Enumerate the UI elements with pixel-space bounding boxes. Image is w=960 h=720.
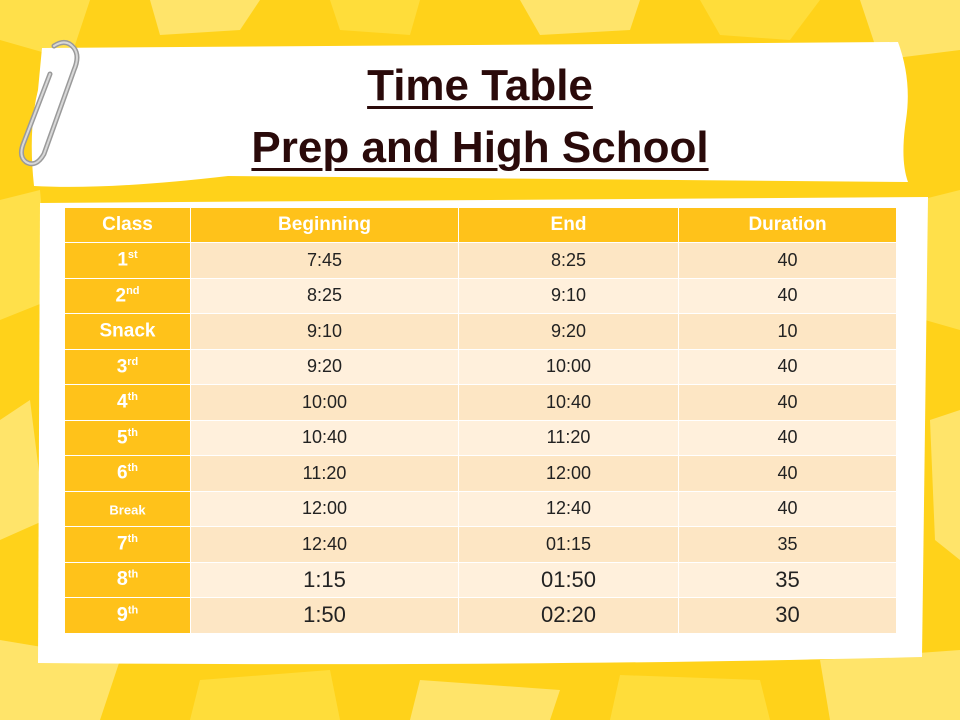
class-cell: 7th <box>65 527 191 563</box>
table-row <box>65 491 897 527</box>
title-line-2: Prep and High School <box>251 123 709 172</box>
header-class: Class <box>65 208 191 243</box>
class-cell: 6th <box>65 456 191 492</box>
end-cell: 11:20 <box>459 420 679 456</box>
page-title <box>0 55 960 179</box>
class-cell: 1st <box>65 243 191 279</box>
table-row <box>65 349 897 385</box>
class-cell: 2nd <box>65 278 191 314</box>
class-cell: 5th <box>65 420 191 456</box>
table-row <box>65 243 897 279</box>
table-header-row <box>65 208 897 243</box>
duration-cell: 40 <box>679 385 897 421</box>
class-cell: Snack <box>65 314 191 350</box>
begin-cell: 10:00 <box>191 385 459 421</box>
class-cell: Break <box>65 491 191 527</box>
class-cell: 4th <box>65 385 191 421</box>
table-row <box>65 598 897 634</box>
begin-cell: 7:45 <box>191 243 459 279</box>
end-cell: 10:00 <box>459 349 679 385</box>
duration-cell: 40 <box>679 349 897 385</box>
class-cell: 8th <box>65 562 191 598</box>
duration-cell: 30 <box>679 598 897 634</box>
class-cell: 3rd <box>65 349 191 385</box>
end-cell: 8:25 <box>459 243 679 279</box>
end-cell: 01:50 <box>459 562 679 598</box>
end-cell: 9:10 <box>459 278 679 314</box>
duration-cell: 10 <box>679 314 897 350</box>
duration-cell: 40 <box>679 243 897 279</box>
table-row <box>65 456 897 492</box>
class-cell: 9th <box>65 598 191 634</box>
timetable <box>64 207 897 634</box>
end-cell: 02:20 <box>459 598 679 634</box>
title-line-1: Time Table <box>367 61 593 110</box>
begin-cell: 11:20 <box>191 456 459 492</box>
begin-cell: 12:40 <box>191 527 459 563</box>
begin-cell: 9:10 <box>191 314 459 350</box>
begin-cell: 8:25 <box>191 278 459 314</box>
begin-cell: 9:20 <box>191 349 459 385</box>
duration-cell: 35 <box>679 562 897 598</box>
table-row <box>65 278 897 314</box>
header-duration: Duration <box>679 208 897 243</box>
begin-cell: 1:15 <box>191 562 459 598</box>
duration-cell: 40 <box>679 278 897 314</box>
begin-cell: 10:40 <box>191 420 459 456</box>
paperclip-icon <box>14 34 84 174</box>
header-end: End <box>459 208 679 243</box>
table-row <box>65 562 897 598</box>
end-cell: 01:15 <box>459 527 679 563</box>
begin-cell: 12:00 <box>191 491 459 527</box>
table-row <box>65 527 897 563</box>
end-cell: 12:40 <box>459 491 679 527</box>
end-cell: 10:40 <box>459 385 679 421</box>
duration-cell: 40 <box>679 491 897 527</box>
duration-cell: 35 <box>679 527 897 563</box>
end-cell: 9:20 <box>459 314 679 350</box>
begin-cell: 1:50 <box>191 598 459 634</box>
duration-cell: 40 <box>679 420 897 456</box>
table-row <box>65 385 897 421</box>
duration-cell: 40 <box>679 456 897 492</box>
header-beginning: Beginning <box>191 208 459 243</box>
table-row <box>65 420 897 456</box>
end-cell: 12:00 <box>459 456 679 492</box>
table-row <box>65 314 897 350</box>
